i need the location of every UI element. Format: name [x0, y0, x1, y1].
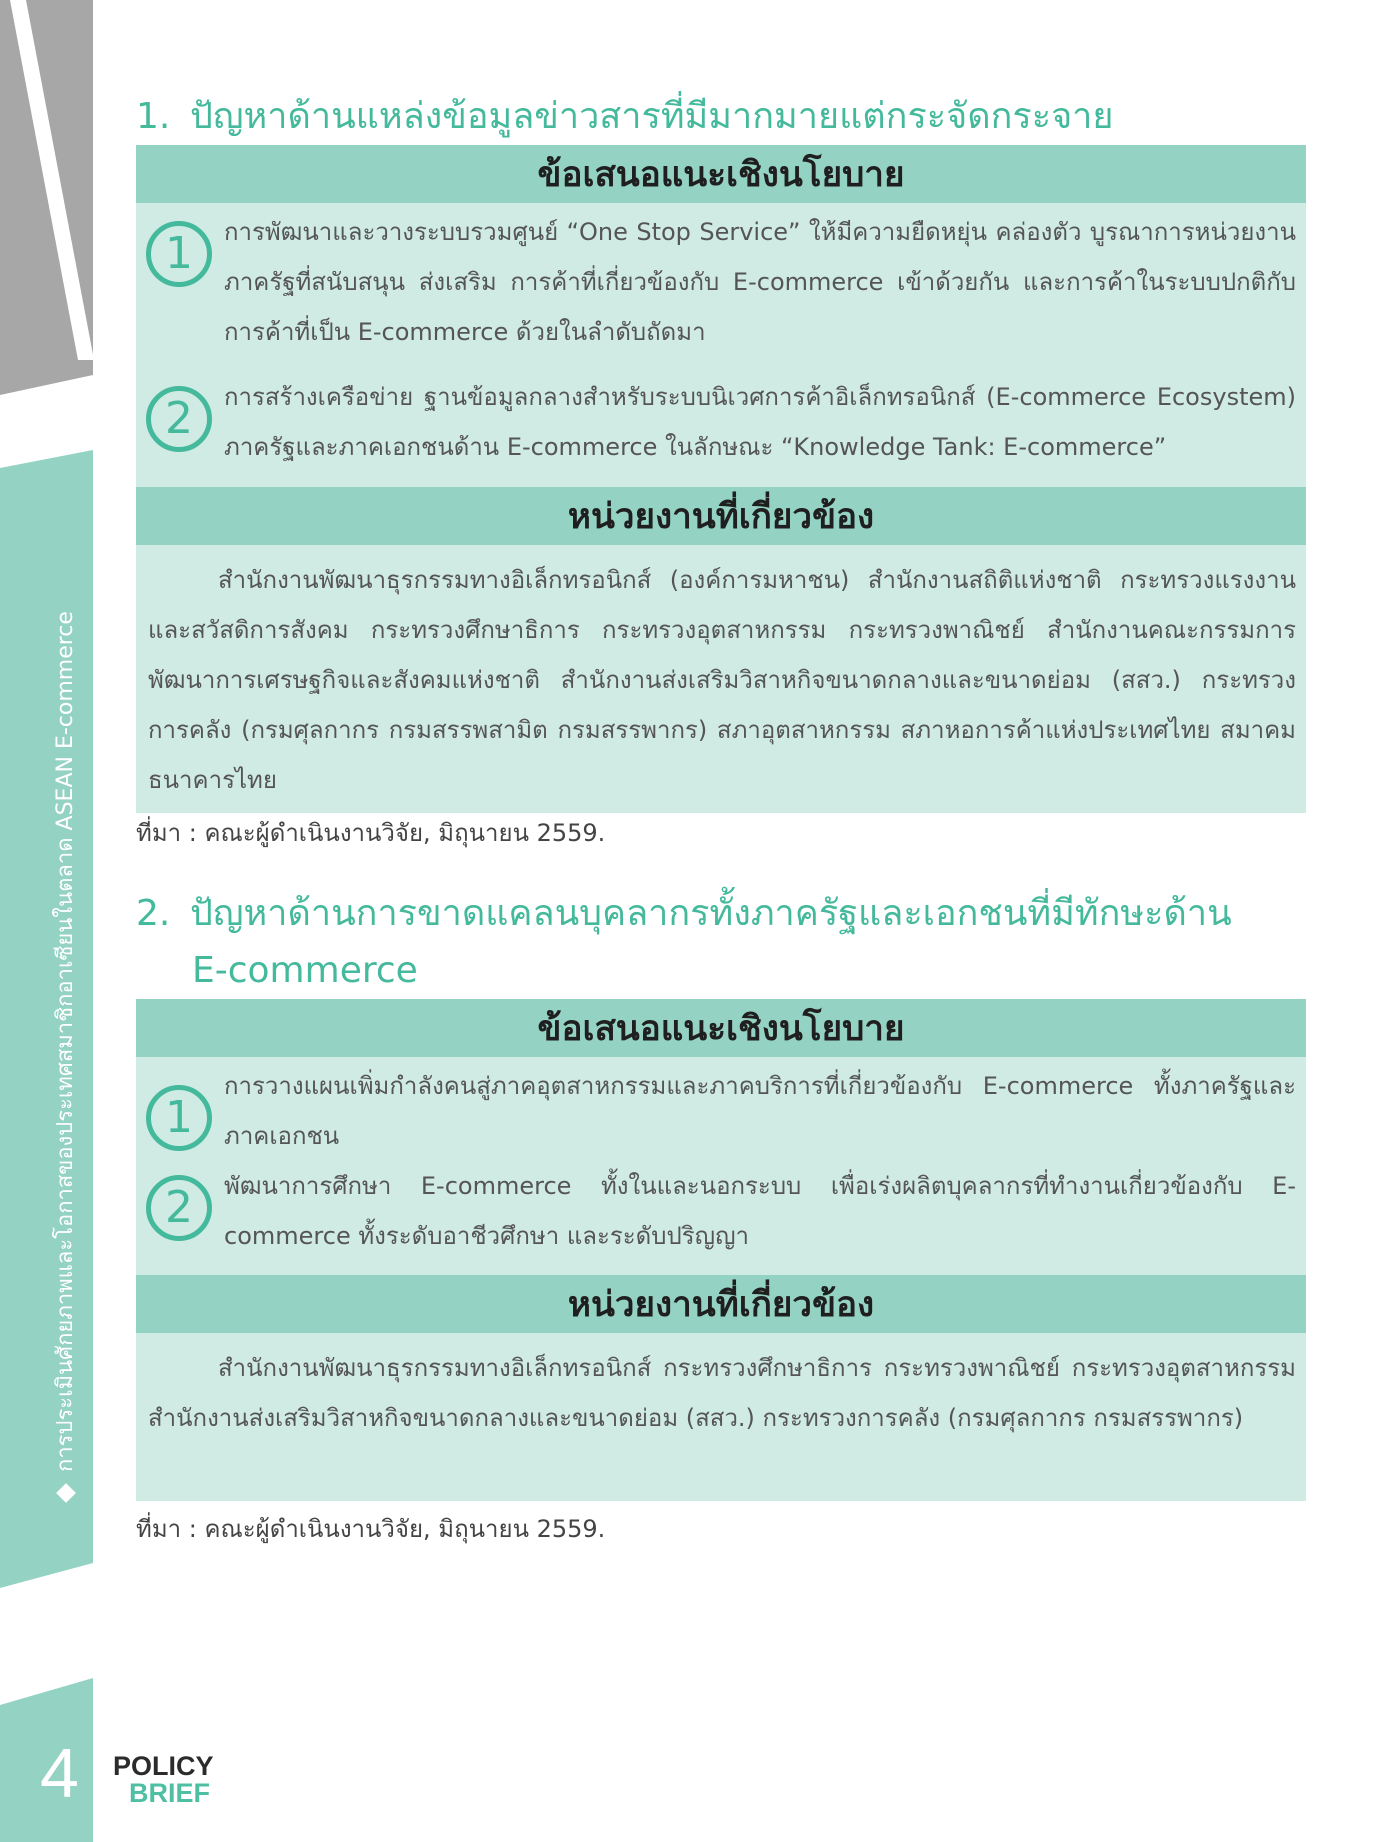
section-1-number: 1.: [136, 96, 171, 137]
brand-line2: BRIEF: [129, 1778, 210, 1808]
sidebar-vertical-title: [47, 611, 82, 1500]
number-2-circle-icon: 2: [146, 1175, 212, 1241]
section-1-title: [136, 88, 1306, 145]
section-1: [136, 88, 1306, 853]
source-note: ที่มา : คณะผู้ดำเนินงานวิจัย, มิถุนายน 2559.: [136, 819, 606, 847]
diamond-icon: [56, 1483, 76, 1503]
section-2-title: [136, 885, 1306, 999]
source-note: ที่มา : คณะผู้ดำเนินงานวิจัย, มิถุนายน 2559.: [136, 1515, 606, 1543]
policy-item: [136, 1161, 1306, 1261]
page-number: 4: [40, 1734, 79, 1812]
policy-item-text: การวางแผนเพิ่มกำลังคนสู่ภาคอุตสาหกรรมและภาคบริการที่เกี่ยวข้องกับ E-commerce ทั้งภาครัฐและภาคเอกชน: [224, 1072, 1296, 1150]
section-2-title-cont: E-commerce: [192, 950, 418, 991]
policy-item-text: การพัฒนาและวางระบบรวมศูนย์ “One Stop Service” ให้มีความยืดหยุ่น คล่องตัว บูรณาการหน่วยงานภาครัฐที่สนับสนุน ส่งเสริม การค้าที่เกี่ยวข้องกับ E-commerce เข้าด้วยกัน และการค้าในระบบปกติกับการค้าที่เป็น E-commerce ด้วยในลำดับถัดมา: [224, 218, 1296, 346]
agencies-heading: หน่วยงานที่เกี่ยวข้อง: [136, 487, 1306, 545]
sidebar-title-text: การประเมินศักยภาพและโอกาสของประเทศสมาชิกอาเซียนในตลาด ASEAN E-commerce: [53, 611, 78, 1472]
agencies-text: สำนักงานพัฒนาธุรกรรมทางอิเล็กทรอนิกส์ (องค์การมหาชน) สำนักงานสถิติแห่งชาติ กระทรวงแรงงานและสวัสดิการสังคม กระทรวงศึกษาธิการ กระทรวงอุตสาหกรรม กระทรวงพาณิชย์ สำนักงานคณะกรรมการพัฒนาการเศรษฐกิจและสังคมแห่งชาติ สำนักงานส่งเสริมวิสาหกิจขนาดกลางและขนาดย่อม (สสว.) กระทรวงการคลัง (กรมศุลกากร กรมสรรพสามิต กรมสรรพากร) สภาอุตสาหกรรม สภาหอการค้าแห่งประเทศไทย สมาคมธนาคารไทย: [136, 545, 1306, 813]
policy-item: [136, 207, 1306, 357]
policy-heading: ข้อเสนอแนะเชิงนโยบาย: [136, 145, 1306, 203]
section-2-title-text: ปัญหาด้านการขาดแคลนบุคลากรทั้งภาครัฐและเอกชนที่มีทักษะด้าน: [190, 893, 1232, 934]
policy-box: [136, 203, 1306, 487]
section-2: [136, 885, 1306, 1549]
policy-item-text: พัฒนาการศึกษา E-commerce ทั้งในและนอกระบบ เพื่อเร่งผลิตบุคลากรที่ทำงานเกี่ยวข้องกับ E-commerce ทั้งระดับอาชีวศึกษา และระดับปริญญา: [224, 1172, 1296, 1250]
policy-item: [136, 1061, 1306, 1161]
number-1-circle-icon: 1: [146, 1085, 212, 1151]
policy-item-text: การสร้างเครือข่าย ฐานข้อมูลกลางสำหรับระบบนิเวศการค้าอิเล็กทรอนิกส์ (E-commerce Ecosystem) ภาครัฐและภาคเอกชนด้าน E-commerce ในลักษณะ “Knowledge Tank: E-commerce”: [224, 383, 1296, 461]
number-1-circle-icon: 1: [146, 221, 212, 287]
agencies-heading: หน่วยงานที่เกี่ยวข้อง: [136, 1275, 1306, 1333]
number-2-circle-icon: 2: [146, 386, 212, 452]
section-1-title-text: ปัญหาด้านแหล่งข้อมูลข่าวสารที่มีมากมายแต่กระจัดกระจาย: [190, 96, 1114, 137]
section-2-number: 2.: [136, 893, 171, 934]
brand-line1: POLICY: [113, 1751, 214, 1781]
policy-brief-logo: [113, 1753, 214, 1807]
policy-heading: ข้อเสนอแนะเชิงนโยบาย: [136, 999, 1306, 1057]
policy-box: [136, 1057, 1306, 1275]
agencies-text: สำนักงานพัฒนาธุรกรรมทางอิเล็กทรอนิกส์ กระทรวงศึกษาธิการ กระทรวงพาณิชย์ กระทรวงอุตสาหกรรม สำนักงานส่งเสริมวิสาหกิจขนาดกลางและขนาดย่อม (สสว.) กระทรวงการคลัง (กรมศุลกากร กรมสรรพากร): [136, 1333, 1306, 1501]
policy-item: [136, 372, 1306, 472]
